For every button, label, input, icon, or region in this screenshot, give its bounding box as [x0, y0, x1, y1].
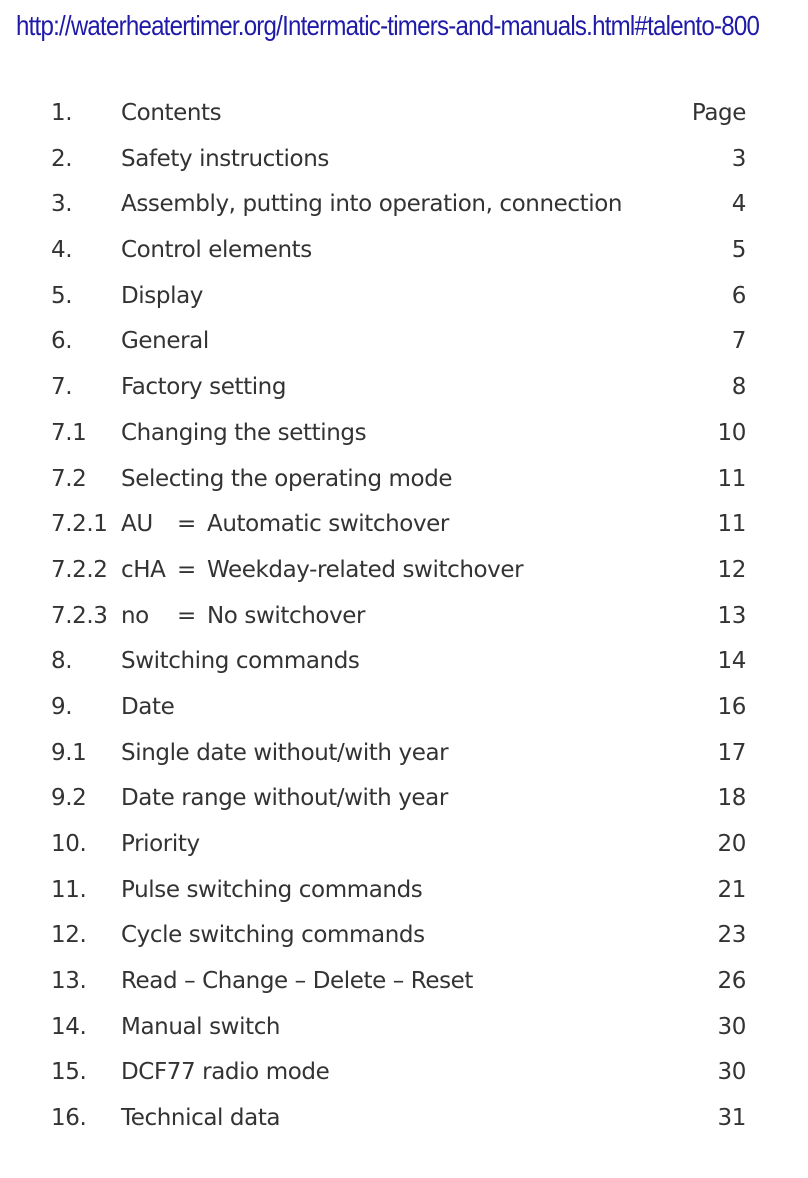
toc-entry-page-number: 4	[731, 191, 746, 218]
toc-entry-number: 4.	[51, 237, 73, 264]
toc-entry-row	[0, 503, 808, 549]
toc-entry-title-group	[121, 922, 425, 948]
toc-entry-row	[0, 366, 808, 412]
toc-entry-title: Automatic switchover	[207, 511, 449, 538]
toc-entry-equals-sign: =	[177, 556, 196, 583]
toc-entry-number: 15.	[51, 1059, 87, 1086]
toc-entry-title: Read – Change – Delete – Reset	[121, 968, 474, 995]
toc-entry-title: General	[121, 328, 209, 355]
toc-entry-number: 7.	[51, 374, 73, 401]
toc-entry-row	[0, 1006, 808, 1052]
toc-entry-title-group	[121, 237, 312, 263]
toc-entry-title: Manual switch	[121, 1013, 281, 1040]
toc-entry-title: Technical data	[121, 1105, 281, 1132]
toc-heading-number: 1.	[51, 100, 73, 126]
toc-entry-title-group	[121, 191, 622, 217]
toc-entry-title: DCF77 radio mode	[121, 1059, 330, 1086]
toc-entry-page-number: 5	[731, 237, 746, 264]
toc-entry-number: 13.	[51, 968, 87, 995]
toc-entry-mode-code: cHA	[121, 556, 166, 583]
toc-entry-row	[0, 549, 808, 595]
toc-entry-equals-sign: =	[177, 602, 196, 629]
toc-entry-mode-code: AU	[121, 511, 153, 538]
toc-entry-title: Single date without/with year	[121, 739, 449, 766]
toc-entry-title: Changing the settings	[121, 419, 367, 446]
toc-entry-page-number: 26	[717, 968, 746, 995]
toc-entry-title: Date	[121, 693, 175, 720]
toc-entry-title-group	[121, 740, 448, 766]
toc-entry-row	[0, 914, 808, 960]
toc-entry-title-group	[121, 328, 209, 354]
toc-entry-row	[0, 823, 808, 869]
toc-heading-title: Contents	[121, 100, 222, 126]
toc-entry-page-number: 10	[717, 419, 746, 446]
toc-entry-number: 3.	[51, 191, 73, 218]
toc-entry-title: Date range without/with year	[121, 785, 448, 812]
toc-entry-title: Selecting the operating mode	[121, 465, 453, 492]
toc-entry-page-number: 20	[717, 831, 746, 857]
toc-entry-row	[0, 1051, 808, 1097]
toc-entry-title-group	[121, 831, 200, 857]
toc-entry-number: 5.	[51, 282, 73, 309]
toc-entry-row	[0, 458, 808, 504]
toc-entry-title-group	[121, 603, 365, 629]
toc-entry-page-number: 30	[717, 1013, 746, 1040]
toc-entry-page-number: 7	[731, 328, 746, 355]
toc-entry-title: No switchover	[207, 602, 366, 629]
toc-entry-row	[0, 732, 808, 778]
toc-entry-title-group	[121, 374, 286, 400]
toc-entry-page-number: 3	[731, 145, 746, 172]
toc-entry-number: 7.1	[51, 419, 87, 446]
toc-entry-number: 6.	[51, 328, 73, 355]
toc-entry-row	[0, 777, 808, 823]
toc-entry-title: Pulse switching commands	[121, 876, 423, 903]
toc-entry-row	[0, 1097, 808, 1143]
toc-entry-row	[0, 640, 808, 686]
toc-entry-number: 9.1	[51, 739, 87, 766]
toc-entry-number: 9.	[51, 693, 73, 720]
toc-entry-title: Safety instructions	[121, 145, 329, 172]
toc-entry-page-number: 30	[717, 1059, 746, 1086]
toc-entry-page-number: 17	[717, 739, 746, 766]
toc-entry-number: 7.2.3	[51, 602, 108, 629]
toc-entry-number: 9.2	[51, 785, 87, 812]
toc-entry-title-group	[121, 968, 473, 994]
toc-entry-row	[0, 183, 808, 229]
toc-entry-number: 7.2	[51, 465, 87, 492]
toc-entry-title-group	[121, 557, 523, 583]
toc-entry-title-group	[121, 1105, 280, 1131]
toc-entry-title-group	[121, 283, 203, 309]
toc-entry-title-group	[121, 877, 422, 903]
toc-entry-title: Control elements	[121, 237, 312, 264]
toc-entry-title-group	[121, 466, 452, 492]
toc-entry-number: 11.	[51, 876, 87, 903]
toc-entry-page-number: 6	[731, 282, 746, 309]
toc-entry-page-number: 11	[717, 511, 746, 538]
toc-entry-number: 12.	[51, 922, 87, 949]
source-url-link[interactable]: http://waterheatertimer.org/Intermatic-timers-and-manuals.html#talento-800	[16, 10, 760, 41]
toc-entry-title-group	[121, 785, 448, 811]
toc-entry-title: Assembly, putting into operation, connection	[121, 191, 623, 218]
toc-entry-row	[0, 138, 808, 184]
toc-entry-list	[0, 138, 808, 1143]
toc-entry-row	[0, 869, 808, 915]
toc-entry-number: 16.	[51, 1105, 87, 1132]
toc-entry-title: Cycle switching commands	[121, 922, 425, 949]
toc-entry-page-number: 12	[717, 556, 746, 583]
toc-entry-row	[0, 275, 808, 321]
toc-entry-row	[0, 595, 808, 641]
toc-entry-page-number: 18	[717, 785, 746, 812]
toc-entry-number: 14.	[51, 1013, 87, 1040]
toc-entry-page-number: 31	[717, 1105, 746, 1132]
toc-entry-row	[0, 320, 808, 366]
toc-heading-page-label: Page	[691, 100, 746, 126]
toc-entry-title-group	[121, 648, 360, 674]
toc-entry-row	[0, 229, 808, 275]
toc-entry-page-number: 8	[731, 374, 746, 401]
toc-entry-page-number: 23	[717, 922, 746, 949]
toc-entry-number: 8.	[51, 648, 73, 675]
toc-entry-title: Weekday-related switchover	[207, 556, 524, 583]
toc-entry-page-number: 16	[717, 693, 746, 720]
toc-entry-title: Display	[121, 282, 203, 309]
toc-entry-number: 2.	[51, 145, 73, 172]
toc-entry-title-group	[121, 420, 366, 446]
toc-entry-title: Priority	[121, 831, 200, 857]
toc-entry-title: Switching commands	[121, 648, 360, 675]
toc-entry-title: Factory setting	[121, 374, 287, 401]
toc-entry-page-number: 14	[717, 648, 746, 675]
toc-entry-title-group	[121, 1014, 280, 1040]
toc-entry-title-group	[121, 146, 329, 172]
toc-entry-title-group	[121, 694, 174, 720]
toc-entry-row	[0, 686, 808, 732]
toc-entry-number: 7.2.1	[51, 511, 108, 538]
toc-entry-page-number: 11	[717, 465, 746, 492]
toc-entry-title-group	[121, 1059, 329, 1085]
toc-entry-row	[0, 960, 808, 1006]
toc-heading-row	[0, 92, 808, 138]
toc-entry-page-number: 13	[717, 602, 746, 629]
toc-entry-equals-sign: =	[177, 511, 196, 538]
table-of-contents	[0, 92, 808, 1143]
toc-entry-number: 7.2.2	[51, 556, 108, 583]
toc-entry-title-group	[121, 511, 449, 537]
toc-entry-page-number: 21	[717, 876, 746, 903]
toc-entry-number: 10.	[51, 831, 87, 857]
toc-entry-mode-code: no	[121, 602, 149, 629]
toc-entry-row	[0, 412, 808, 458]
